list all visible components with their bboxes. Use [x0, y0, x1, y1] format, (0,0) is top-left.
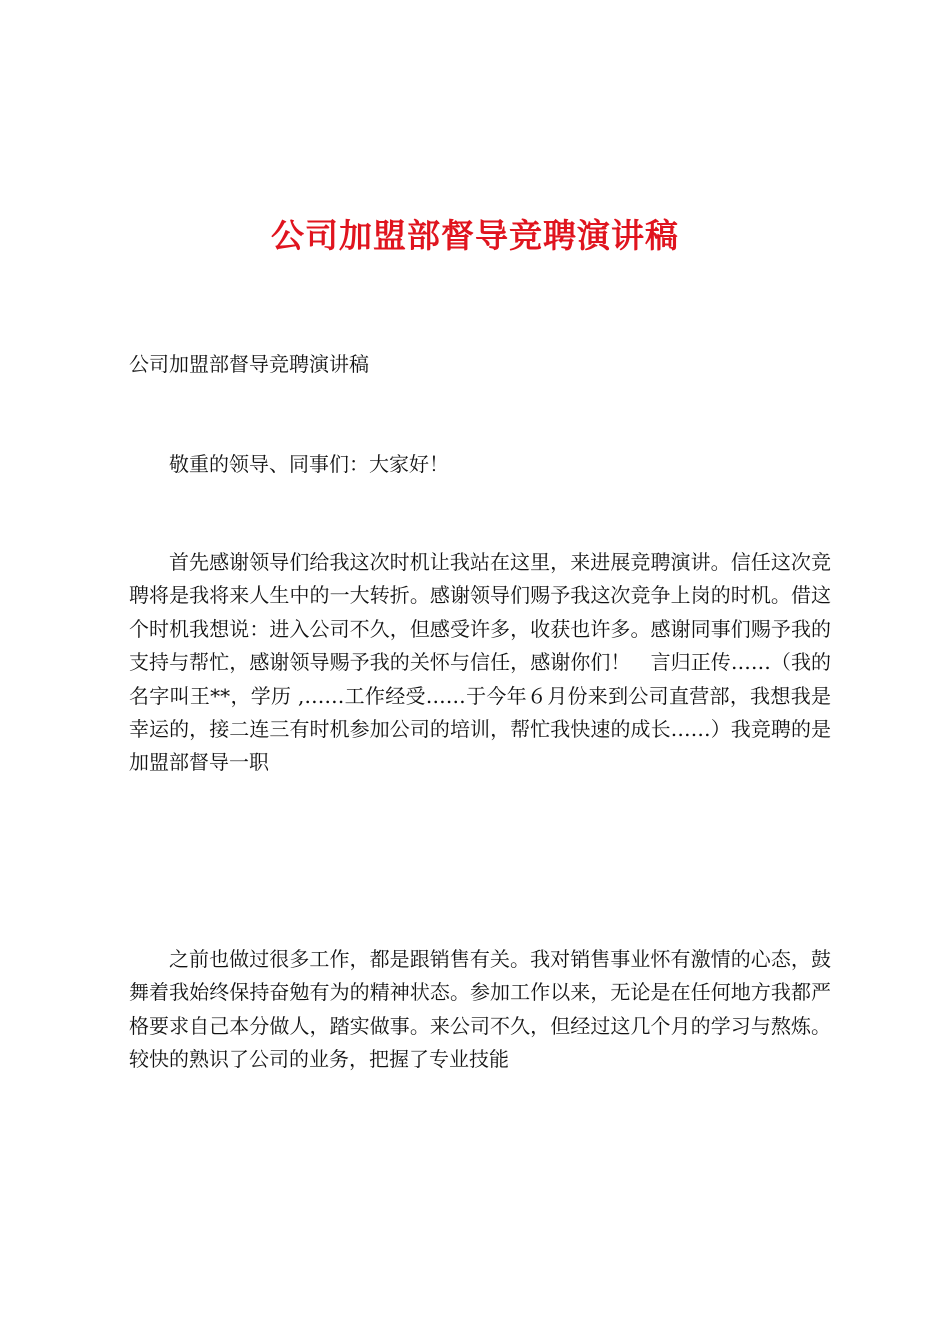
body-paragraph-1: 首先感谢领导们给我这次时机让我站在这里，来进展竞聘演讲。信任这次竞聘将是我将来人生中的一大转折。感谢领导们赐予我这次竞争上岗的时机。借这个时机我想说：进入公司不久，但感受许多，收获也许多。感谢同事们赐予我的支持与帮忙，感谢领导赐予我的关怀与信任，感谢你们！ 言归正传……（我的名字叫王**，学历 ,……工作经受……于今年６月份来到公司直营部，我想我是幸运的，接二连三有时机参加公司的培训，帮忙我快速的成长……）我竞聘的是加盟部督导一职	[129, 550, 831, 775]
greeting-line: 敬重的领导、同事们：大家好！	[169, 452, 449, 476]
body-paragraph-2: 之前也做过很多工作，都是跟销售有关。我对销售事业怀有激情的心态，鼓舞着我始终保持奋勉有为的精神状态。参加工作以来，无论是在任何地方我都严格要求自己本分做人，踏实做事。来公司不久，但经过这几个月的学习与熬炼。较快的熟识了公司的业务，把握了专业技能	[129, 947, 831, 1072]
document-title: 公司加盟部督导竞聘演讲稿	[271, 216, 679, 255]
document-subtitle: 公司加盟部督导竞聘演讲稿	[129, 352, 369, 376]
